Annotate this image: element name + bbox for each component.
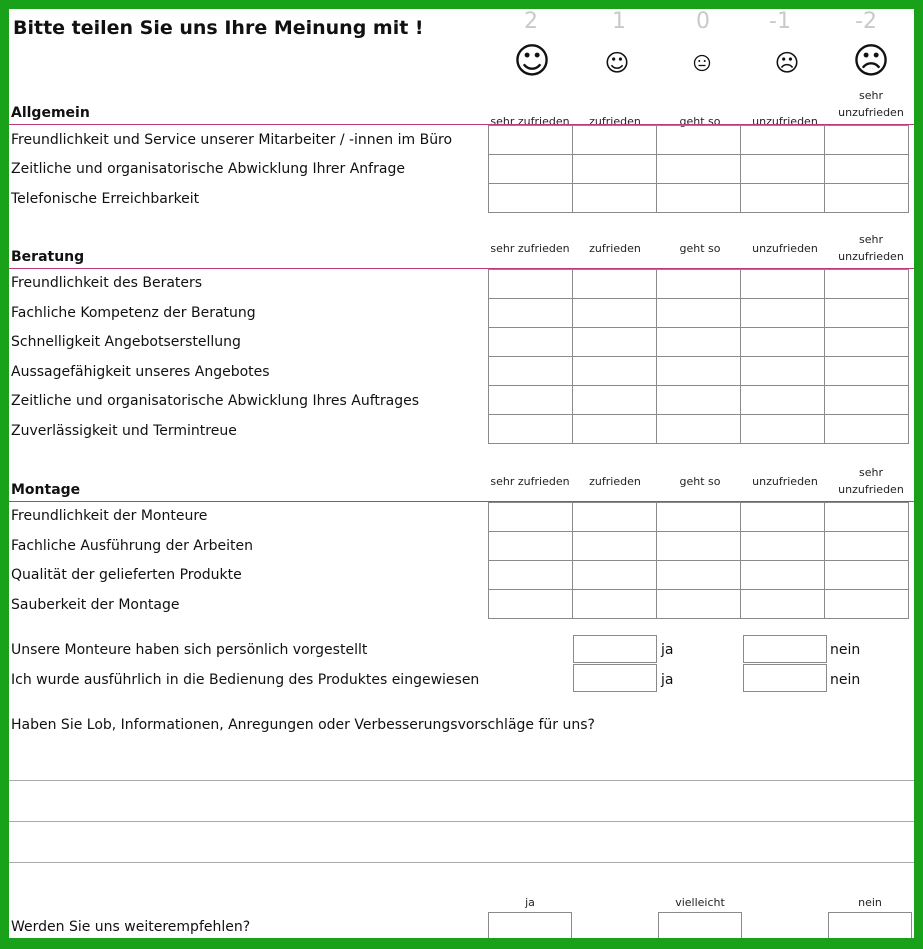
row-label: Freundlichkeit des Beraters	[11, 275, 203, 291]
rating-cell[interactable]	[573, 357, 657, 386]
rating-cell[interactable]	[489, 386, 573, 415]
yes-checkbox[interactable]	[573, 664, 657, 692]
colhead-sehr-unzufrieden: sehr unzufrieden	[838, 233, 904, 263]
colhead-geht-so: geht so	[679, 475, 721, 488]
colhead-unzufrieden: unzufrieden	[752, 115, 818, 128]
rating-cell[interactable]	[489, 561, 573, 590]
table-row	[489, 155, 909, 184]
feedback-line-2[interactable]	[9, 821, 914, 822]
colhead-unzufrieden: unzufrieden	[752, 475, 818, 488]
no-label: nein	[830, 672, 861, 688]
page-title: Bitte teilen Sie uns Ihre Meinung mit !	[13, 17, 424, 39]
rating-cell[interactable]	[825, 270, 909, 299]
rating-cell[interactable]	[825, 328, 909, 357]
feedback-line-3[interactable]	[9, 862, 914, 863]
recommend-question: Werden Sie uns weiterempfehlen?	[11, 919, 251, 935]
rating-cell[interactable]	[825, 590, 909, 619]
rating-cell[interactable]	[741, 503, 825, 532]
rating-cell[interactable]	[489, 270, 573, 299]
rating-cell[interactable]	[825, 386, 909, 415]
rating-cell[interactable]	[489, 328, 573, 357]
rating-cell[interactable]	[741, 590, 825, 619]
table-row	[489, 184, 909, 213]
colhead-sehr-zufrieden: sehr zufrieden	[490, 242, 570, 255]
handwritten-scale-5: -2	[855, 9, 877, 34]
rating-cell[interactable]	[573, 155, 657, 184]
yes-label: ja	[661, 642, 674, 658]
rating-cell[interactable]	[825, 503, 909, 532]
section-title-beratung: Beratung	[11, 249, 85, 265]
rating-cell[interactable]	[825, 357, 909, 386]
row-label: Zuverlässigkeit und Termintreue	[11, 423, 237, 439]
section-title-allgemein: Allgemein	[11, 105, 90, 121]
rating-cell[interactable]	[657, 357, 741, 386]
rating-cell[interactable]	[657, 503, 741, 532]
rating-cell[interactable]	[489, 590, 573, 619]
row-label: Freundlichkeit und Service unserer Mitarbeiter / -innen im Büro	[11, 132, 453, 148]
rating-cell[interactable]	[657, 386, 741, 415]
colhead-sehr-zufrieden: sehr zufrieden	[490, 115, 570, 128]
rating-cell[interactable]	[741, 126, 825, 155]
colhead-sehr-zufrieden: sehr zufrieden	[490, 475, 570, 488]
row-label: Schnelligkeit Angebotserstellung	[11, 334, 241, 350]
rating-cell[interactable]	[489, 503, 573, 532]
yes-no-question: Ich wurde ausführlich in die Bedienung des Produktes eingewiesen	[11, 672, 480, 688]
recommend-vielleicht-checkbox[interactable]	[658, 912, 742, 938]
yes-checkbox[interactable]	[573, 635, 657, 663]
rating-cell[interactable]	[657, 590, 741, 619]
rating-cell[interactable]	[741, 561, 825, 590]
rating-cell[interactable]	[741, 155, 825, 184]
section-title-montage: Montage	[11, 482, 81, 498]
rating-cell[interactable]	[657, 532, 741, 561]
recommend-option-vielleicht: vielleicht	[675, 896, 725, 909]
happy-smiley-icon: ☺	[604, 49, 630, 77]
rating-cell[interactable]	[825, 532, 909, 561]
rating-cell[interactable]	[741, 270, 825, 299]
no-checkbox[interactable]	[743, 664, 827, 692]
rating-cell[interactable]	[741, 386, 825, 415]
rating-cell[interactable]	[741, 184, 825, 213]
colhead-zufrieden: zufrieden	[589, 242, 641, 255]
rating-cell[interactable]	[741, 357, 825, 386]
rating-cell[interactable]	[573, 532, 657, 561]
rating-cell[interactable]	[489, 532, 573, 561]
colhead-sehr-unzufrieden: sehr unzufrieden	[838, 466, 904, 496]
recommend-option-ja: ja	[525, 896, 535, 909]
colhead-geht-so: geht so	[679, 115, 721, 128]
rating-cell[interactable]	[489, 155, 573, 184]
table-row	[489, 503, 909, 532]
sad-smiley-icon: ☹	[774, 49, 800, 77]
row-label: Zeitliche und organisatorische Abwicklung Ihrer Anfrage	[11, 161, 405, 177]
rating-cell[interactable]	[657, 299, 741, 328]
yes-no-question: Unsere Monteure haben sich persönlich vorgestellt	[11, 642, 368, 658]
row-label: Fachliche Kompetenz der Beratung	[11, 305, 256, 321]
rating-cell[interactable]	[825, 299, 909, 328]
yes-label: ja	[661, 672, 674, 688]
table-row	[489, 357, 909, 386]
very-happy-smiley-icon: ☺	[513, 41, 551, 82]
rating-cell[interactable]	[741, 532, 825, 561]
handwritten-scale-4: -1	[769, 9, 791, 34]
rating-cell[interactable]	[573, 299, 657, 328]
rating-cell[interactable]	[573, 328, 657, 357]
rating-cell[interactable]	[489, 126, 573, 155]
rating-cell[interactable]	[657, 184, 741, 213]
handwritten-scale-1: 2	[524, 9, 538, 34]
row-label: Telefonische Erreichbarkeit	[11, 191, 200, 207]
rating-cell[interactable]	[825, 155, 909, 184]
table-row	[489, 328, 909, 357]
colhead-zufrieden: zufrieden	[589, 475, 641, 488]
row-label: Sauberkeit der Montage	[11, 597, 180, 613]
rating-cell[interactable]	[825, 561, 909, 590]
rating-cell[interactable]	[573, 415, 657, 444]
rating-cell[interactable]	[657, 328, 741, 357]
rating-cell[interactable]	[741, 299, 825, 328]
rating-cell[interactable]	[657, 126, 741, 155]
table-row	[489, 386, 909, 415]
rating-grid-montage	[488, 502, 909, 619]
handwritten-scale-2: 1	[612, 9, 626, 34]
table-row	[489, 299, 909, 328]
rating-grid-allgemein	[488, 125, 909, 213]
colhead-geht-so: geht so	[679, 242, 721, 255]
table-row	[489, 270, 909, 299]
recommend-nein-checkbox[interactable]	[828, 912, 912, 938]
no-label: nein	[830, 642, 861, 658]
rating-cell[interactable]	[741, 328, 825, 357]
row-label: Freundlichkeit der Monteure	[11, 508, 208, 524]
rating-grid-beratung	[488, 269, 909, 444]
row-label: Fachliche Ausführung der Arbeiten	[11, 538, 253, 554]
table-row	[489, 126, 909, 155]
rating-cell[interactable]	[657, 415, 741, 444]
rating-cell[interactable]	[573, 561, 657, 590]
table-row	[489, 532, 909, 561]
rating-cell[interactable]	[741, 415, 825, 444]
rating-cell[interactable]	[573, 184, 657, 213]
rating-cell[interactable]	[573, 270, 657, 299]
rating-cell[interactable]	[825, 415, 909, 444]
rating-cell[interactable]	[657, 155, 741, 184]
feedback-line-1[interactable]	[9, 780, 914, 781]
rating-cell[interactable]	[825, 126, 909, 155]
table-row	[489, 590, 909, 619]
rating-cell[interactable]	[573, 590, 657, 619]
rating-cell[interactable]	[825, 184, 909, 213]
rating-cell[interactable]	[573, 386, 657, 415]
colhead-zufrieden: zufrieden	[589, 115, 641, 128]
rating-cell[interactable]	[489, 357, 573, 386]
colhead-sehr-unzufrieden: sehr unzufrieden	[838, 89, 904, 119]
colhead-unzufrieden: unzufrieden	[752, 242, 818, 255]
neutral-smiley-icon	[692, 54, 712, 76]
rating-cell[interactable]	[573, 126, 657, 155]
row-label: Qualität der gelieferten Produkte	[11, 567, 242, 583]
recommend-option-nein: nein	[858, 896, 882, 909]
row-label: Zeitliche und organisatorische Abwicklung Ihres Auftrages	[11, 393, 420, 409]
row-label: Aussagefähigkeit unseres Angebotes	[11, 364, 270, 380]
rating-cell[interactable]	[489, 415, 573, 444]
handwritten-scale-3: 0	[696, 9, 710, 34]
feedback-question: Haben Sie Lob, Informationen, Anregungen oder Verbesserungsvorschläge für uns?	[11, 717, 595, 733]
rating-cell[interactable]	[573, 503, 657, 532]
rating-cell[interactable]	[489, 184, 573, 213]
no-checkbox[interactable]	[743, 635, 827, 663]
table-row	[489, 561, 909, 590]
rating-cell[interactable]	[657, 561, 741, 590]
rating-cell[interactable]	[489, 299, 573, 328]
recommend-ja-checkbox[interactable]	[488, 912, 572, 938]
very-sad-smiley-icon: ☹	[852, 41, 890, 82]
rating-cell[interactable]	[657, 270, 741, 299]
feedback-form-sheet	[9, 9, 914, 938]
table-row	[489, 415, 909, 444]
